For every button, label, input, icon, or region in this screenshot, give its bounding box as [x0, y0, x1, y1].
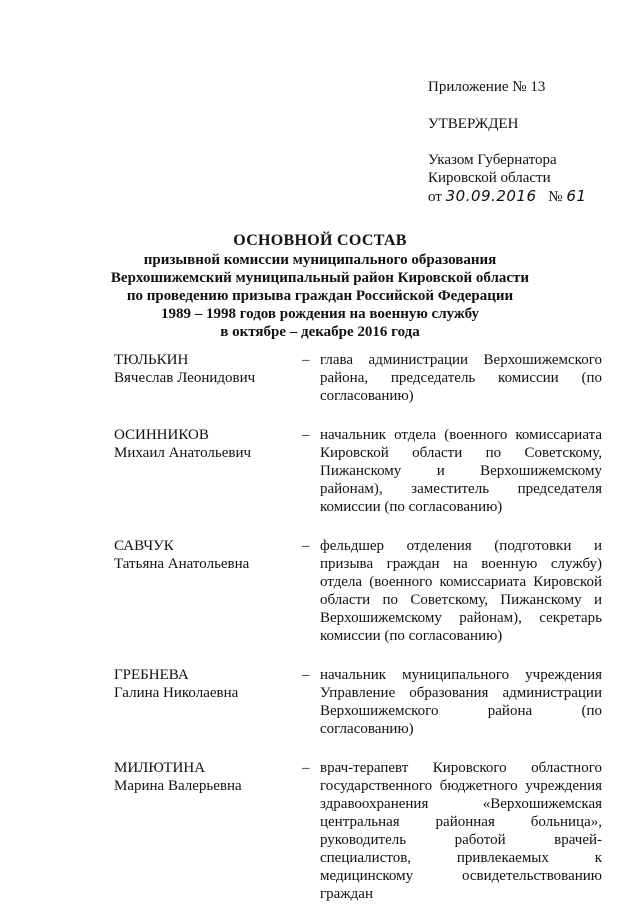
- member-given-name: Михаил Анатольевич: [114, 445, 252, 461]
- member-surname: ТЮЛЬКИН: [114, 352, 189, 368]
- date-prefix: от: [428, 189, 442, 205]
- member-given-name: Марина Валерьевна: [114, 778, 242, 794]
- member-row: [114, 351, 602, 405]
- member-name: [114, 351, 302, 405]
- title-line: 1989 – 1998 годов рождения на военную службу: [160, 306, 480, 322]
- member-role: глава администрации Верхошижемского района, председатель комиссии (по согласованию): [320, 352, 602, 404]
- member-name: [114, 426, 302, 516]
- member-surname: ОСИННИКОВ: [114, 427, 209, 443]
- member-role: начальник отдела (военного комиссариата Кировской области по Советскому, Пижанскому и Верхошижемскому районам), заместитель председателя комиссии (по согласованию): [320, 427, 602, 515]
- member-given-name: Галина Николаевна: [114, 685, 239, 701]
- title-line: Верхошижемский муниципальный район Кировской области: [110, 270, 530, 286]
- member-name: [114, 759, 302, 903]
- approved-stamp: УТВЕРЖДЕН: [428, 116, 519, 132]
- member-dash: –: [302, 352, 310, 368]
- member-role: врач-терапевт Кировского областного государственного бюджетного учреждения здравоохранения «Верхошижемская центральная районная больница», руководитель работой врачей-специалистов, привлекаемых к медицинскому освидетельствованию граждан: [320, 760, 602, 902]
- member-name: [114, 666, 302, 738]
- title-line: призывной комиссии муниципального образования: [143, 252, 497, 268]
- member-given-name: Вячеслав Леонидович: [114, 370, 256, 386]
- member-dash: –: [302, 538, 310, 554]
- title-main: ОСНОВНОЙ СОСТАВ: [233, 232, 407, 249]
- document-title: [90, 232, 550, 341]
- member-surname: МИЛЮТИНА: [114, 760, 206, 776]
- number-prefix: №: [548, 189, 563, 205]
- member-row: [114, 666, 602, 738]
- member-dash: –: [302, 760, 310, 776]
- members-list: [114, 351, 602, 924]
- member-name: [114, 537, 302, 645]
- decree-line-1: Указом Губернатора: [428, 152, 557, 168]
- member-dash: –: [302, 667, 310, 683]
- handwritten-number: 61: [566, 187, 587, 205]
- appendix-number: Приложение № 13: [428, 79, 546, 95]
- member-role: начальник муниципального учреждения Управление образования администрации Верхошижемского района (по согласованию): [320, 667, 602, 737]
- title-line: по проведению призыва граждан Российской Федерации: [126, 288, 514, 304]
- member-row: [114, 759, 602, 903]
- member-role: фельдшер отделения (подготовки и призыва граждан на военную службу) отдела (военного комиссариата Кировской области по Советскому, Пижанскому и Верхошижемскому районам), секретарь комиссии (по согласованию): [320, 538, 602, 644]
- approval-header: [428, 78, 628, 206]
- member-row: [114, 537, 602, 645]
- member-dash: –: [302, 427, 310, 443]
- title-line: в октябре – декабре 2016 года: [220, 324, 420, 340]
- member-row: [114, 426, 602, 516]
- member-surname: САВЧУК: [114, 538, 174, 554]
- member-surname: ГРЕБНЕВА: [114, 667, 189, 683]
- handwritten-date: 30.09.2016: [445, 187, 537, 205]
- decree-line-2: Кировской области: [428, 170, 551, 186]
- decree-date-line: [428, 187, 628, 206]
- member-given-name: Татьяна Анатольевна: [114, 556, 250, 572]
